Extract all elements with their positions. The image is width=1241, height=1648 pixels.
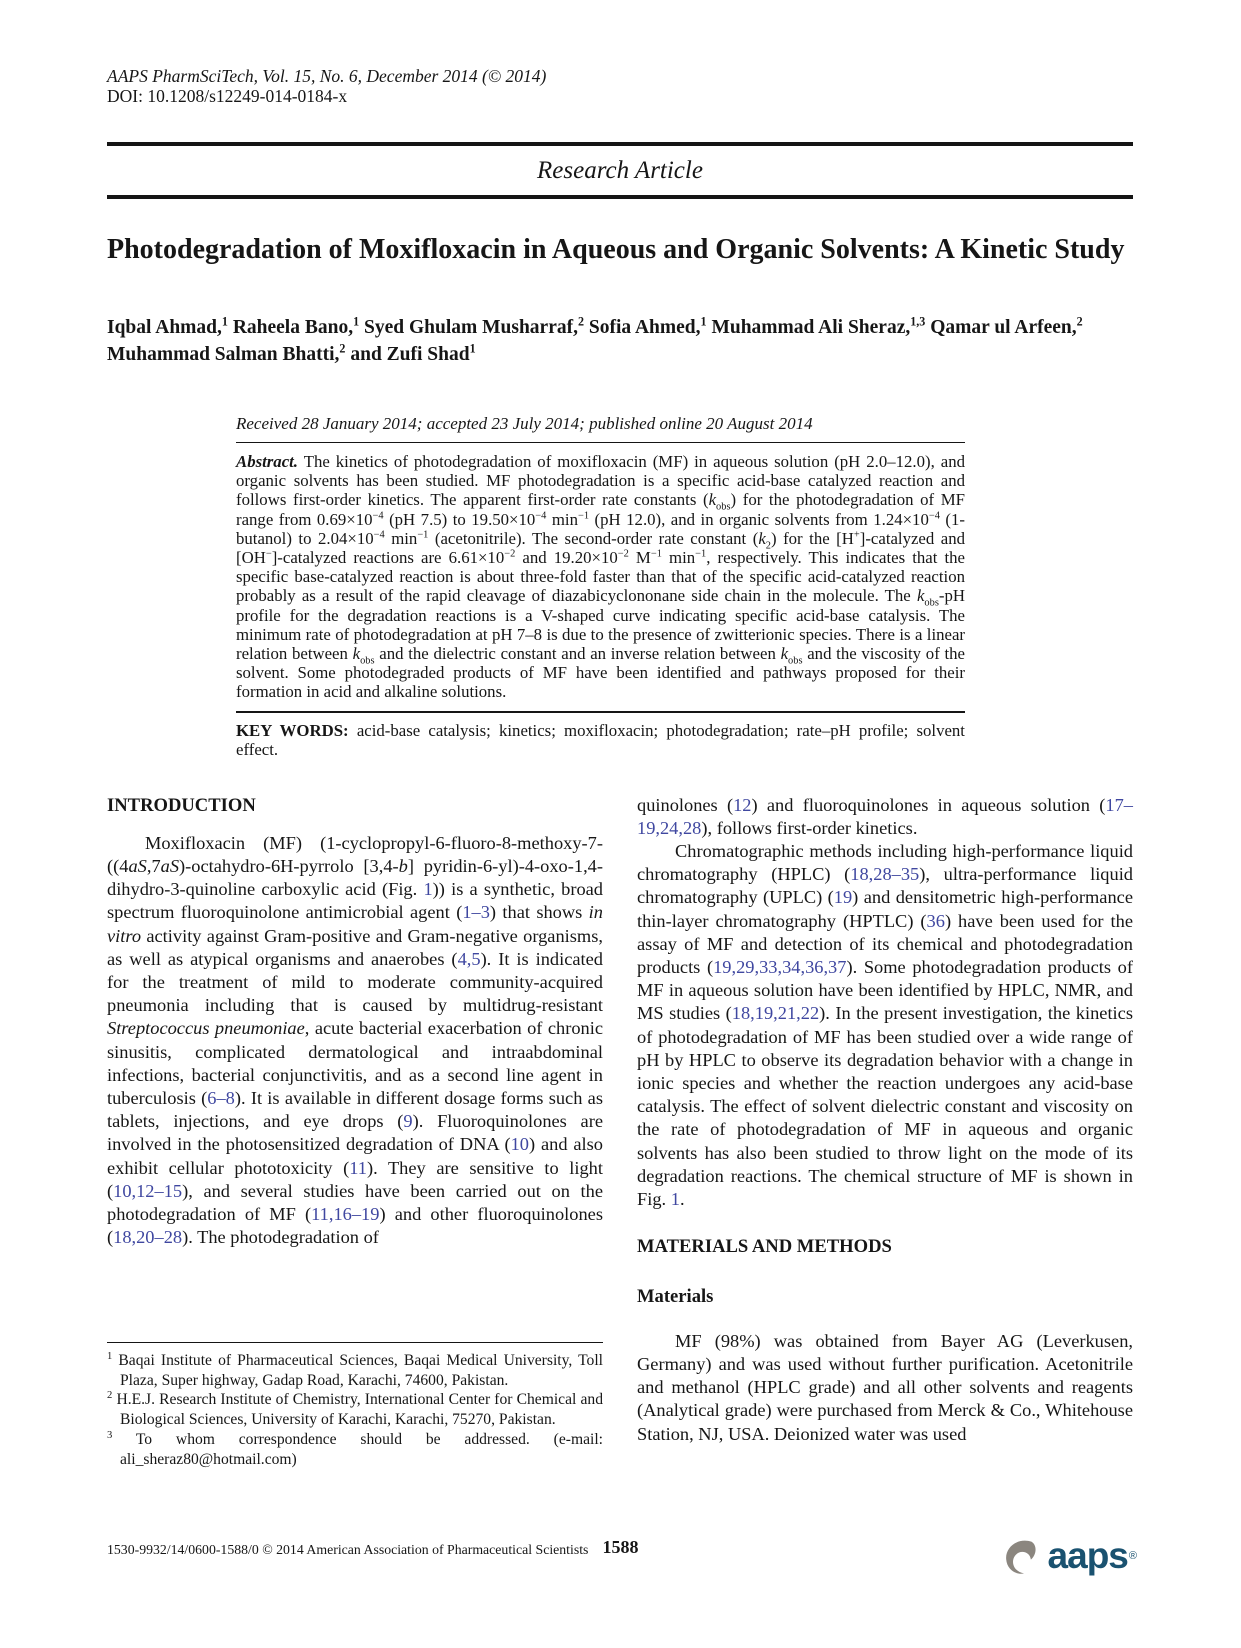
journal-volume-line: AAPS PharmSciTech, Vol. 15, No. 6, December 2014 (© 2014) bbox=[107, 66, 547, 86]
footnote-affiliation-2 bbox=[107, 1390, 603, 1430]
citation-link[interactable]: 4,5 bbox=[457, 948, 481, 969]
keywords-line: KEY WORDS: acid-base catalysis; kinetics; moxifloxacin; photodegradation; rate–pH profile; solvent effect. bbox=[236, 711, 965, 760]
citation-link[interactable]: 18,28–35 bbox=[850, 864, 920, 885]
received-dates-line: Received 28 January 2014; accepted 23 July 2014; published online 20 August 2014 bbox=[236, 414, 965, 443]
citation-link[interactable]: 11 bbox=[349, 1157, 367, 1178]
aaps-wordmark: aaps bbox=[1047, 1535, 1128, 1576]
authors-line: Iqbal Ahmad,$^1$ Raheela Bano,$^1$ Syed Ghulam Musharraf,$^2$ Sofia Ahmed,$^1$ Muhammad Ali Sheraz,$^{1,3}$ Qamar ul Arfeen,$^2$ Muhammad Salman Bhatti,$^2$ and Zufi Shad$^1$ bbox=[107, 314, 1083, 365]
citation-link[interactable]: 6–8 bbox=[207, 1088, 235, 1109]
body-paragraph-continued: quinolones (12) and fluoroquinolones in aqueous solution (17–19,24,28), follows first-order kinetics. bbox=[637, 794, 1133, 838]
footnote-affiliation-1 bbox=[107, 1351, 603, 1391]
section-heading-materials-and-methods: MATERIALS AND METHODS bbox=[637, 1236, 892, 1258]
chromatography-paragraph: Chromatographic methods including high-performance liquid chromatography (HPLC) (18,28–35), ultra-performance liquid chromatography (UPLC) (19) and densitometric high-performance thin-layer chromatography (HPTLC) (36) have been used for the assay of MF and detection of its chemical and photodegradation products (19,29,33,34,36,37). Some photodegradation products of MF in aqueous solution have been identified by HPLC, NMR, and MS studies (18,19,21,22). In the present investigation, the kinetics of photodegradation of MF has been studied over a wide range of pH by HPLC to observe its degradation behavior with a change in ionic species and whether the reaction undergoes any acid-base catalysis. The effect of solvent dielectric constant and viscosity on the rate of photodegradation of MF in aqueous and organic solvents has also been studied to throw light on the mode of its degradation reactions. The chemical structure of MF is shown in Fig. 1. bbox=[637, 841, 1133, 1210]
left-column bbox=[107, 794, 603, 1470]
abstract-block bbox=[236, 414, 965, 760]
citation-link[interactable]: 17–19,24,28 bbox=[637, 794, 1133, 838]
citation-link[interactable]: 1 bbox=[670, 1189, 680, 1210]
journal-header bbox=[107, 66, 1133, 106]
registered-mark: ® bbox=[1128, 1550, 1137, 1562]
citation-link[interactable]: 12 bbox=[733, 794, 752, 815]
materials-paragraph: MF (98%) was obtained from Bayer AG (Leverkusen, Germany) and was used without further purification. Acetonitrile and methanol (HPLC grade) and all other solvents and reagents (Analytical grade) were purchased from Merck & Co., Whitehouse Station, NJ, USA. Deionized water was used bbox=[637, 1330, 1133, 1444]
aaps-logo bbox=[1002, 1536, 1137, 1576]
page-footer bbox=[0, 1536, 1241, 1596]
citation-link[interactable]: 18,20–28 bbox=[113, 1227, 183, 1248]
footnote-text: To whom correspondence should be addressed. (e-mail: ali_sheraz80@hotmail.com) bbox=[120, 1431, 603, 1468]
right-column bbox=[637, 794, 1133, 1470]
article-type-label: Research Article bbox=[537, 157, 703, 184]
footnote-marker: 1 bbox=[107, 1350, 113, 1362]
body-columns bbox=[107, 794, 1133, 1470]
citation-link[interactable]: 18,19,21,22 bbox=[731, 1003, 820, 1024]
footnote-text: H.E.J. Research Institute of Chemistry, International Center for Chemical and Biological Sciences, University of Karachi, Karachi, 75270, Pakistan. bbox=[116, 1391, 603, 1429]
doi-line: DOI: 10.1208/s12249-014-0184-x bbox=[107, 86, 348, 106]
citation-link[interactable]: 11,16–19 bbox=[311, 1204, 380, 1225]
citation-link[interactable]: 1 bbox=[423, 879, 433, 900]
page-number: 1588 bbox=[602, 1537, 639, 1557]
introduction-paragraph: Moxifloxacin (MF) (1-cyclopropyl-6-fluoro-8-methoxy-7-((4aS,7aS)-octahydro-6H-pyrrolo [3,4-b] pyridin-6-yl)-4-oxo-1,4-dihydro-3-quinoline carboxylic acid (Fig. 1)) is a synthetic, broad spectrum fluoroquinolone antimicrobial agent (1–3) that shows in vitro activity against Gram-positive and Gram-negative organisms, as well as atypical organisms and anaerobes (4,5). It is indicated for the treatment of mild to moderate community-acquired pneumonia including that is caused by multidrug-resistant Streptococcus pneumoniae, acute bacterial exacerbation of chronic sinusitis, complicated dermatological and intraabdominal infections, bacterial conjunctivitis, and as a second line agent in tuberculosis (6–8). It is available in different dosage forms such as tablets, injections, and eye drops (9). Fluoroquinolones are involved in the photosensitized degradation of DNA (10) and also exhibit cellular phototoxicity (11). They are sensitive to light (10,12–15), and several studies have been carried out on the photodegradation of MF (11,16–19) and other fluoroquinolones (18,20–28). The photodegradation of bbox=[107, 832, 604, 1248]
research-article-banner bbox=[107, 142, 1133, 199]
citation-link[interactable]: 10,12–15 bbox=[113, 1180, 183, 1201]
footnote-marker: 2 bbox=[107, 1390, 113, 1402]
footnotes-block bbox=[107, 1342, 603, 1470]
subsection-heading-materials: Materials bbox=[637, 1285, 714, 1307]
footnote-text: Baqai Institute of Pharmaceutical Sciences, Baqai Medical University, Toll Plaza, Super highway, Gadap Road, Karachi, 74600, Pakistan. bbox=[118, 1351, 603, 1389]
aaps-swirl-icon bbox=[1002, 1538, 1040, 1576]
copyright-issn-line: 1530-9932/14/0600-1588/0 © 2014 American Association of Pharmaceutical Scientists bbox=[107, 1542, 589, 1557]
citation-link[interactable]: 9 bbox=[403, 1111, 413, 1132]
citation-link[interactable]: 36 bbox=[926, 910, 945, 931]
abstract-paragraph: Abstract. The kinetics of photodegradation of moxifloxacin (MF) in aqueous solution (pH 2.0–12.0), and organic solvents has been studied. MF photodegradation is a specific acid-base catalyzed reaction and follows first-order kinetics. The apparent first-order rate constants $(k_{obs})$ for the photodegradation of MF range from $0.69\times 10^{-4}$ (pH 7.5) to $19.50\times 10^{-4}$ $\min^{-1} (pH$ 12.0), and in organic solvents from $1.24\times 10^{-4}$ (1-butanol) to $2.04\times 10^{-4}$ $\min^{-1}$ (acetonitrile). The second-order rate constant $(k_2)$ for the [H+]-catalyzed and [OH−]-catalyzed reactions are $6.61\times 10^{-2}$ and $19.20\times 10^{-2}$ $M^{-1}$ $\min^{-1}$, respectively. This indicates that the specific base-catalyzed reaction is about three-fold faster than that of the specific acid-catalyzed reaction probably as a result of the rapid cleavage of diazabicyclononane side chain in the molecule. The $k_{obs}-pH$ profile for the degradation reactions is a V-shaped curve indicating specific acid-base catalysis. The minimum rate of photodegradation at pH 7–8 is due to the presence of zwitterionic species. There is a linear relation between $k_{obs}$ and the dielectric constant and an inverse relation between $k_{obs}$ and the viscosity of the solvent. Some photodegraded products of MF have been identified and pathways proposed for their formation in acid and alkaline solutions. bbox=[236, 452, 966, 702]
citation-link[interactable]: 19 bbox=[833, 887, 853, 908]
citation-link[interactable]: 1–3 bbox=[462, 902, 490, 923]
citation-link[interactable]: 10 bbox=[510, 1134, 529, 1155]
footnote-correspondence bbox=[107, 1430, 603, 1470]
paper-title: Photodegradation of Moxifloxacin in Aqueous and Organic Solvents: A Kinetic Study bbox=[107, 234, 1125, 265]
section-heading-introduction: INTRODUCTION bbox=[107, 794, 256, 816]
footnote-marker: 3 bbox=[107, 1429, 113, 1441]
citation-link[interactable]: 19,29,33,34,36,37 bbox=[713, 957, 847, 978]
